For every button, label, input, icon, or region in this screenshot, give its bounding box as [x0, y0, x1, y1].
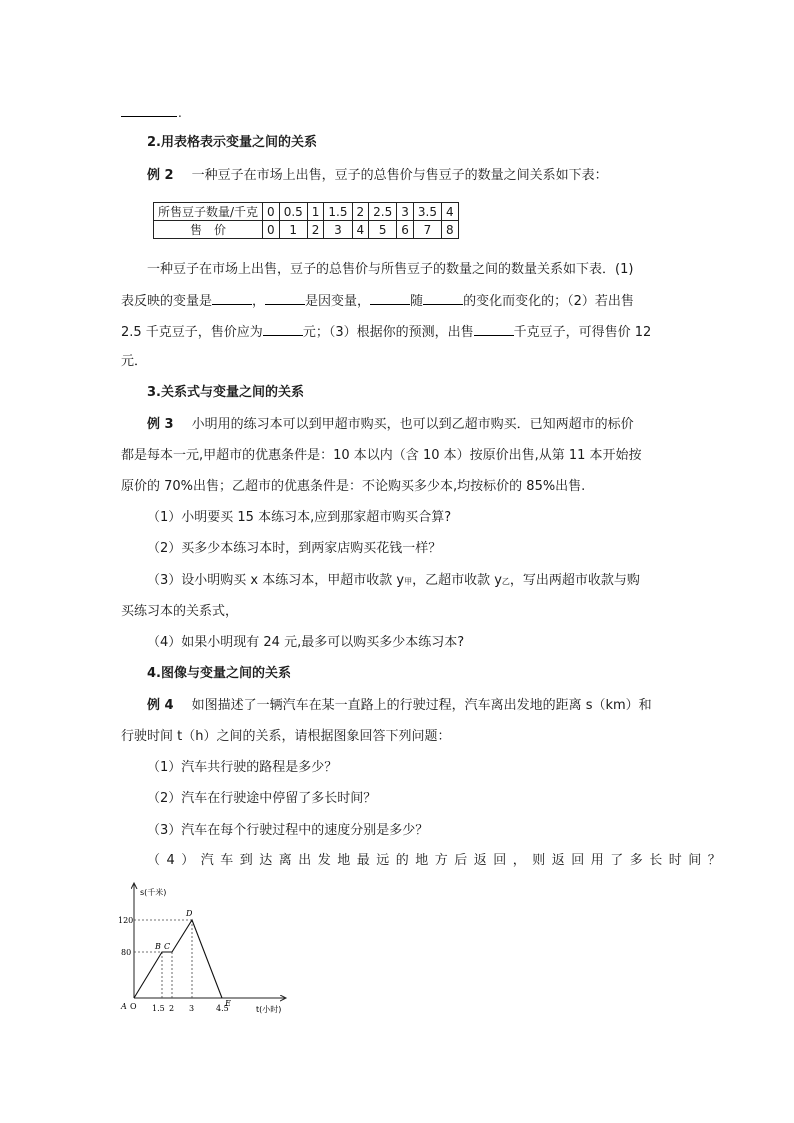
text-segment: ，乙超市收款 y: [412, 573, 502, 588]
x-tick-label: 2: [169, 1004, 175, 1013]
table-cell: 所售豆子数量/千克: [154, 203, 263, 221]
text-segment: 表反映的变量是: [121, 294, 213, 309]
example-2-intro: [147, 168, 707, 184]
example-3-line-3: 原价的 70%出售；乙超市的优惠条件是：不论购买多少本,均按标价的 85%出售.: [121, 479, 586, 494]
example-3-line-1: [147, 417, 707, 433]
example-4-line-2: 行驶时间 t（h）之间的关系，请根据图象回答下列问题：: [121, 729, 451, 744]
example-3-question-1: （1）小明要买 15 本练习本,应到那家超市购买合算?: [147, 510, 452, 525]
example-4-line-1: [147, 698, 707, 714]
table-cell: 8: [441, 221, 458, 239]
example-2-label: 例 2: [147, 168, 174, 183]
example-4-question-1: （1）汽车共行驶的路程是多少？: [147, 760, 338, 775]
table-cell: 售 价: [154, 221, 263, 239]
y-tick-label: 80: [121, 948, 132, 957]
table-cell: 5: [369, 221, 397, 239]
table-row: [154, 221, 459, 239]
text-segment: ，: [252, 294, 266, 309]
table-cell: 3: [397, 203, 414, 221]
answer-blank: [265, 292, 305, 305]
example-4-label: 例 4: [147, 698, 174, 713]
answer-blank: [474, 323, 514, 336]
y-axis-label: s(千米): [140, 888, 167, 897]
table-cell: 0: [263, 203, 280, 221]
table-cell: 4: [352, 221, 369, 239]
point-label-c: C: [164, 942, 171, 951]
text-segment: 随: [410, 294, 424, 309]
section-3-heading: 3.关系式与变量之间的关系: [147, 385, 304, 400]
example-2-paragraph-line-1: 一种豆子在市场上出售，豆子的总售价与所售豆子的数量之间的数量关系如下表．(1): [147, 262, 634, 277]
x-tick-label: 1.5: [152, 1004, 165, 1013]
example-3-question-3-cont: 买练习本的关系式，: [121, 604, 239, 619]
answer-blank: [263, 323, 303, 336]
example-4-question-3: （3）汽车在每个行驶过程中的速度分别是多少？: [147, 823, 429, 838]
example-3-label: 例 3: [147, 417, 174, 432]
period-mark: .: [178, 106, 182, 120]
point-label-d: D: [186, 909, 193, 918]
text-segment: 2.5 千克豆子，售价应为: [121, 325, 263, 340]
answer-blank: [370, 292, 410, 305]
text-segment: 元；（3）根据你的预测，出售: [302, 325, 474, 340]
example-2-paragraph-line-2: [121, 292, 681, 310]
example-3-question-2: （2）买多少本练习本时，到两家店购买花钱一样？: [147, 541, 442, 556]
table-cell: 4: [441, 203, 458, 221]
text-segment: 是因变量，: [305, 294, 371, 309]
section-4-heading: 4.图像与变量之间的关系: [147, 666, 291, 681]
table-cell: 2: [352, 203, 369, 221]
point-label-e: E: [225, 999, 231, 1008]
table-cell: 1: [307, 203, 324, 221]
distance-time-graph: [116, 878, 296, 1018]
example-4-question-4: （4）汽车到达离出发地最远的地方后返回，则返回用了多长时间？: [147, 853, 728, 868]
graph-line: [134, 920, 222, 998]
table-cell: 3: [324, 221, 352, 239]
table-cell: 2: [307, 221, 324, 239]
table-cell: 2.5: [369, 203, 397, 221]
text-segment: 千克豆子，可得售价 12: [513, 325, 652, 340]
table-cell: 0.5: [279, 203, 307, 221]
text-segment: ，写出两超市收款与购: [509, 573, 640, 588]
table-row: [154, 203, 459, 221]
text-segment: 小明用的练习本可以到甲超市购买，也可以到乙超市购买．已知两超市的标价: [191, 417, 634, 432]
example-2-text: 一种豆子在市场上出售，豆子的总售价与售豆子的数量之间关系如下表：: [191, 168, 608, 183]
section-2-heading: 2.用表格表示变量之间的关系: [147, 135, 317, 150]
x-tick-label: 3: [189, 1004, 195, 1013]
answer-blank: [212, 292, 252, 305]
text-segment: 的变化而变化的；（2）若出售: [463, 294, 634, 309]
text-segment: 如图描述了一辆汽车在某一直路上的行驶过程，汽车离出发地的距离 s（km）和: [191, 698, 652, 713]
example-3-question-3: [147, 573, 707, 590]
origin-label: O: [130, 1002, 137, 1011]
table-cell: 0: [263, 221, 280, 239]
bean-price-table: [153, 202, 459, 239]
point-label-a: A: [121, 1002, 127, 1011]
y-tick-label: 120: [118, 916, 134, 925]
table-cell: 3.5: [413, 203, 441, 221]
table-cell: 6: [397, 221, 414, 239]
example-2-paragraph-line-3: [121, 323, 681, 341]
x-tick-label: 4.5: [216, 1004, 229, 1013]
answer-blank: [121, 116, 177, 117]
example-2-paragraph-line-4: 元．: [121, 354, 148, 369]
example-4-question-2: （2）汽车在行驶途中停留了多长时间？: [147, 791, 377, 806]
example-3-question-4: （4）如果小明现有 24 元,最多可以购买多少本练习本?: [147, 635, 465, 650]
text-segment: （3）设小明购买 x 本练习本，甲超市收款 y: [147, 573, 405, 588]
subscript: 乙: [501, 577, 510, 586]
table-cell: 1: [279, 221, 307, 239]
example-3-line-2: 都是每本一元,甲超市的优惠条件是：10 本以内（含 10 本）按原价出售,从第 11 本开始按: [121, 448, 642, 463]
answer-blank: [423, 292, 463, 305]
table-cell: 7: [413, 221, 441, 239]
subscript: 甲: [404, 577, 413, 586]
point-label-b: B: [155, 942, 161, 951]
x-axis-label: t(小时): [256, 1005, 282, 1014]
table-cell: 1.5: [324, 203, 352, 221]
